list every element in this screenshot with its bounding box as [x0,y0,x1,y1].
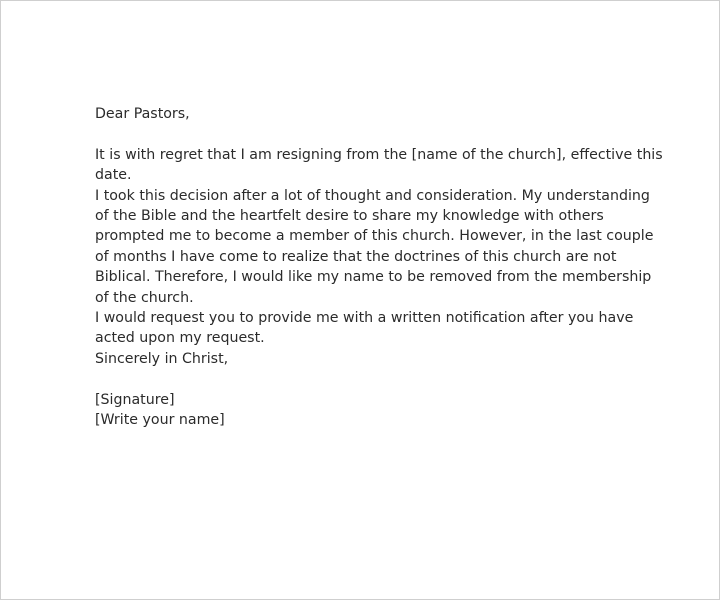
letter-body [95,104,685,430]
body-line: date. [95,167,132,184]
paragraph-gap [95,369,685,389]
body-line: It is with regret that I am resigning from the [name of the church], effective this [95,146,663,163]
body-line: of the church. [95,289,194,306]
closing: Sincerely in Christ, [95,350,229,367]
body-line: I would request you to provide me with a written notification after you have [95,310,634,327]
body-line: of months I have come to realize that the doctrines of this church are not [95,248,617,265]
name-placeholder: [Write your name] [95,412,225,429]
body-line: acted upon my request. [95,330,265,347]
signature-placeholder: [Signature] [95,391,175,408]
body-line: of the Bible and the heartfelt desire to share my knowledge with others [95,208,604,225]
paragraph-gap [95,124,685,144]
salutation: Dear Pastors, [95,106,190,122]
body-line: Biblical. Therefore, I would like my name to be removed from the membership [95,269,652,286]
body-line: I took this decision after a lot of thought and consideration. My understanding [95,187,650,204]
body-line: prompted me to become a member of this church. However, in the last couple [95,228,654,245]
